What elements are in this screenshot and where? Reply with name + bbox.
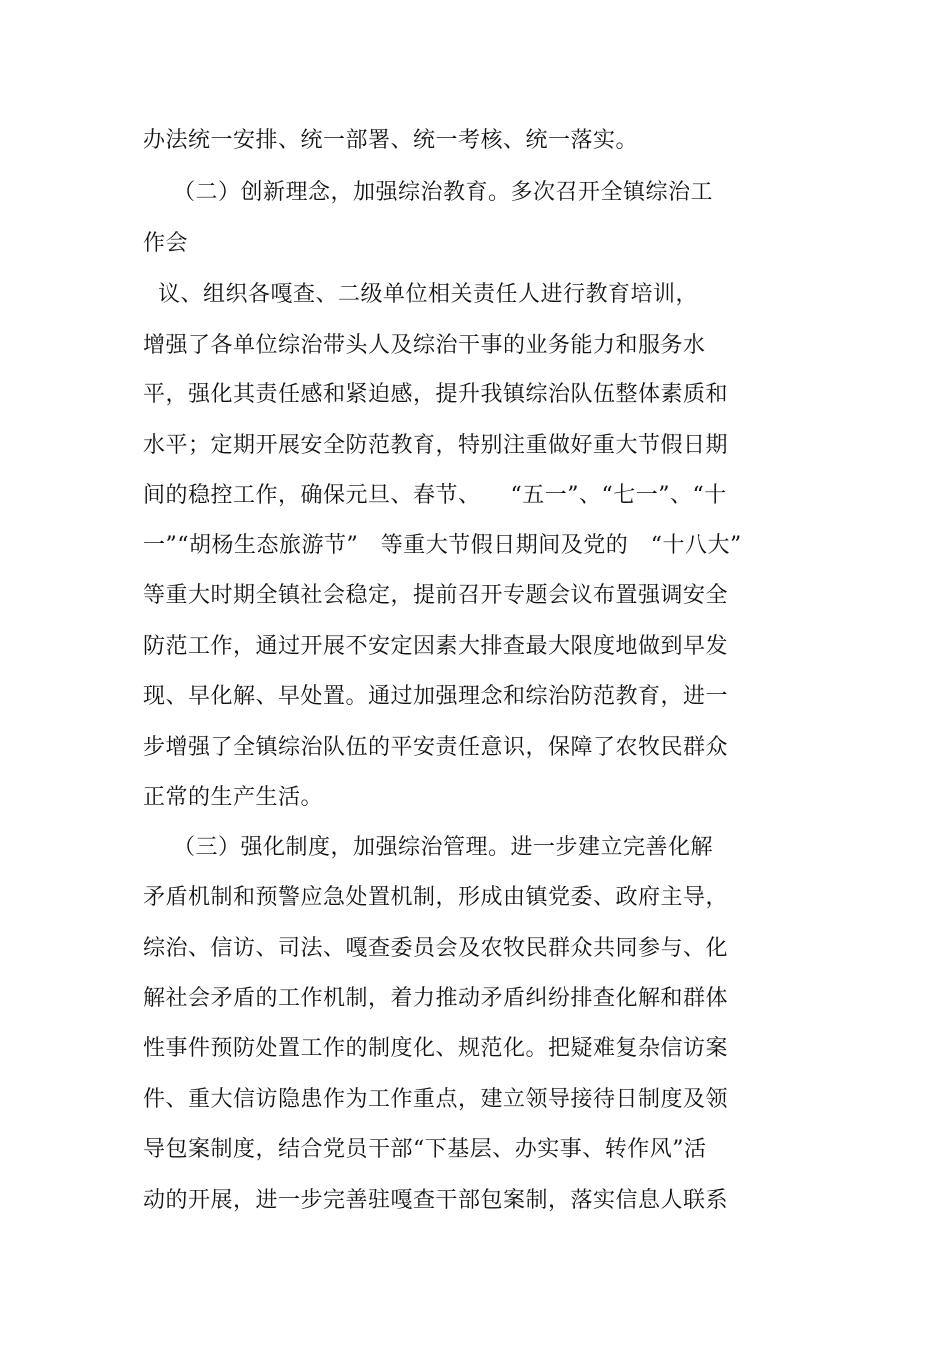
text-line: 水平；定期开展安全防范教育，特别注重做好重大节假日期	[143, 433, 729, 458]
section-heading-line: （三）强化制度，加强综治管理。进一步建立完善化解	[143, 835, 713, 860]
text-line: 综治、信访、司法、嘎查委员会及农牧民群众共同参与、化	[143, 936, 729, 961]
text-line: 增强了各单位综治带头人及综治干事的业务能力和服务水	[143, 333, 706, 358]
text-line: 正常的生产生活。	[143, 785, 324, 810]
text-line: 间的稳控工作，确保元旦、春节、 “五一”、“七一”、“十	[143, 483, 727, 508]
text-line: 动的开展，进一步完善驻嘎查干部包案制，落实信息人联系	[143, 1188, 729, 1213]
text-line: 等重大时期全镇社会稳定，提前召开专题会议布置强调安全	[143, 583, 729, 608]
text-line: 作会	[143, 231, 189, 256]
text-line: 步增强了全镇综治队伍的平安责任意识，保障了农牧民群众	[143, 735, 729, 760]
text-line: 件、重大信访隐患作为工作重点，建立领导接待日制度及领	[143, 1087, 729, 1112]
text-line: 防范工作，通过开展不安定因素大排查最大限度地做到早发	[143, 634, 729, 659]
text-line: 解社会矛盾的工作机制，着力推动矛盾纠纷排查化解和群体	[143, 986, 729, 1011]
text-line: 现、早化解、早处置。通过加强理念和综治防范教育，进一	[143, 684, 729, 709]
section-heading-line: （二）创新理念，加强综治教育。多次召开全镇综治工	[143, 180, 713, 205]
text-line: 平，强化其责任感和紧迫感，提升我镇综治队伍整体素质和	[143, 382, 729, 407]
text-line: 导包案制度，结合党员干部“下基层、办实事、转作风”活	[143, 1137, 707, 1162]
text-line: 一”“胡杨生态旅游节” 等重大节假日期间及党的 “十八大”	[143, 533, 742, 558]
text-line: 办法统一安排、统一部署、统一考核、统一落实。	[143, 128, 639, 153]
text-line: 性事件预防处置工作的制度化、规范化。把疑难复杂信访案	[143, 1036, 729, 1061]
text-line: 矛盾机制和预警应急处置机制，形成由镇党委、政府主导，	[143, 885, 729, 910]
text-line: 议、组织各嘎查、二级单位相关责任人进行教育培训，	[143, 282, 698, 307]
